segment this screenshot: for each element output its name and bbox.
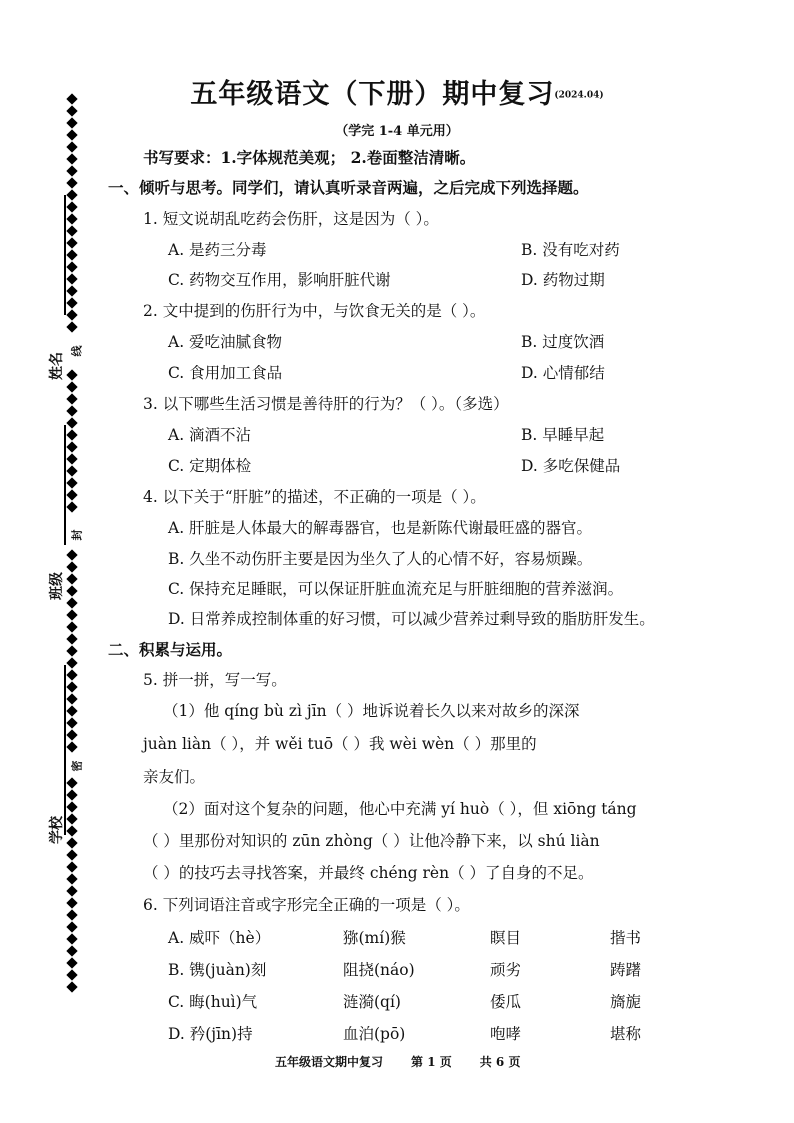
footer-total: 共 6 页 — [479, 1055, 521, 1069]
q2-option-c: C. 食用加工食品 — [168, 364, 283, 382]
diamond-mark — [66, 621, 77, 632]
q5-line-5: （ ）里那份对知识的 zūn zhòng（ ）让他冷静下来，以 shú liàn — [143, 832, 600, 850]
diamond-mark — [66, 657, 77, 668]
q3-option-d: D. 多吃保健品 — [521, 457, 621, 475]
diamond-mark — [66, 501, 77, 512]
q6-a-4: 揩书 — [610, 929, 642, 947]
q2-option-d: D. 心情郁结 — [521, 364, 605, 382]
diamond-mark — [66, 969, 77, 980]
cut-seal-label: 封 — [70, 529, 84, 541]
q6-d-4: 堪称 — [610, 1025, 642, 1043]
diamond-mark — [66, 849, 77, 860]
section1-heading: 一、倾听与思考。同学们，请认真听录音两遍，之后完成下列选择题。 — [108, 178, 589, 197]
diamond-mark — [66, 729, 77, 740]
q6-d-2: 血泊(pō) — [343, 1025, 406, 1043]
diamond-mark — [66, 429, 77, 440]
q6-a-1: A. 威吓（hè） — [168, 929, 271, 947]
q1-option-a: A. 是药三分毒 — [168, 241, 267, 259]
diamond-mark — [66, 597, 77, 608]
q4-option-d: D. 日常养成控制体重的好习惯，可以减少营养过剩导致的脂肪肝发生。 — [168, 610, 655, 628]
class-label: 班级 — [49, 572, 65, 600]
q4-option-c: C. 保持充足睡眠，可以保证肝脏血流充足与肝脏细胞的营养滋润。 — [168, 580, 624, 598]
diamond-mark — [66, 801, 77, 812]
cut-line-label: 线 — [70, 345, 84, 357]
q6-d-3: 咆哮 — [490, 1025, 522, 1043]
name-line — [64, 195, 66, 315]
diamond-mark — [66, 465, 77, 476]
diamond-mark — [66, 981, 77, 992]
diamond-mark — [66, 237, 77, 248]
diamond-mark — [66, 369, 77, 380]
diamond-mark — [66, 249, 77, 260]
diamond-mark — [66, 297, 77, 308]
q6-b-4: 踌躇 — [610, 961, 642, 979]
diamond-mark — [66, 213, 77, 224]
diamond-mark — [66, 609, 77, 620]
diamond-mark — [66, 885, 77, 896]
q6-a-2: 猕(mí)猴 — [343, 929, 406, 947]
q4-option-a: A. 肝脏是人体最大的解毒器官，也是新陈代谢最旺盛的器官。 — [168, 519, 593, 537]
diamond-mark — [66, 261, 77, 272]
diamond-mark — [66, 189, 77, 200]
q1-option-c: C. 药物交互作用，影响肝脏代谢 — [168, 271, 391, 289]
diamond-mark — [66, 201, 77, 212]
diamond-mark — [66, 273, 77, 284]
diamond-mark — [66, 909, 77, 920]
q2-option-b: B. 过度饮酒 — [521, 333, 605, 351]
q6-c-1: C. 晦(huì)气 — [168, 993, 258, 1011]
title-date: (2024.04) — [554, 90, 604, 101]
diamond-mark — [66, 825, 77, 836]
page-title — [0, 72, 794, 111]
footer-page: 第 1 页 — [411, 1055, 452, 1069]
cut-secret-label: 密 — [70, 760, 84, 772]
diamond-mark — [66, 141, 77, 152]
diamond-mark — [66, 693, 77, 704]
q1-option-b: B. 没有吃对药 — [521, 241, 620, 259]
diamond-mark — [66, 417, 77, 428]
diamond-mark — [66, 813, 77, 824]
q3-option-a: A. 滴酒不沾 — [168, 426, 252, 444]
diamond-mark — [66, 837, 77, 848]
diamond-mark — [66, 165, 77, 176]
q6-stem: 6. 下列词语注音或字形完全正确的一项是（ ）。 — [143, 896, 470, 914]
q5-line-6: （ ）的技巧去寻找答案，并最终 chéng rèn（ ）了自身的不足。 — [143, 864, 594, 882]
title-text: 五年级语文（下册）期中复习 — [190, 79, 555, 110]
q3-option-c: C. 定期体检 — [168, 457, 252, 475]
diamond-mark — [66, 873, 77, 884]
q6-d-1: D. 矜(jīn)持 — [168, 1025, 253, 1043]
q6-c-2: 涟漪(qí) — [343, 993, 401, 1011]
q1-option-d: D. 药物过期 — [521, 271, 605, 289]
diamond-mark — [66, 645, 77, 656]
diamond-mark — [66, 681, 77, 692]
diamond-mark — [66, 921, 77, 932]
diamond-mark — [66, 741, 77, 752]
writing-requirement: 书写要求：1.字体规范美观； 2.卷面整洁清晰。 — [143, 148, 476, 167]
q5-line-4: （2）面对这个复杂的问题，他心中充满 yí huò（ ），但 xiōng táng — [163, 800, 637, 818]
binding-margin — [0, 0, 100, 1123]
class-line — [64, 425, 66, 545]
q6-b-2: 阻挠(náo) — [343, 961, 415, 979]
diamond-mark — [66, 633, 77, 644]
diamond-mark — [66, 549, 77, 560]
diamond-mark — [66, 669, 77, 680]
diamond-mark — [66, 777, 77, 788]
diamond-mark — [66, 177, 77, 188]
diamond-mark — [66, 393, 77, 404]
q5-line-2: juàn liàn（ ），并 wěi tuō（ ）我 wèi wèn（ ）那里的 — [143, 735, 537, 753]
page-subtitle: （学完 1-4 单元用） — [335, 124, 459, 139]
q3-stem: 3. 以下哪些生活习惯是善待肝的行为？（ ）。（多选） — [143, 395, 509, 413]
page-footer — [275, 1053, 548, 1070]
diamond-mark — [66, 225, 77, 236]
diamond-mark — [66, 789, 77, 800]
q6-c-4: 旖旎 — [610, 993, 642, 1011]
q1-stem: 1. 短文说胡乱吃药会伤肝，这是因为（ ）。 — [143, 210, 439, 228]
q2-option-a: A. 爱吃油腻食物 — [168, 333, 283, 351]
diamond-mark — [66, 441, 77, 452]
school-label: 学校 — [49, 816, 65, 844]
diamond-mark — [66, 933, 77, 944]
diamond-mark — [66, 585, 77, 596]
q6-a-3: 瞑目 — [490, 929, 522, 947]
diamond-mark — [66, 705, 77, 716]
diamond-mark — [66, 945, 77, 956]
q5-line-3: 亲友们。 — [143, 768, 206, 786]
q4-stem: 4. 以下关于“肝脏”的描述，不正确的一项是（ ）。 — [143, 488, 486, 506]
diamond-mark — [66, 153, 77, 164]
q6-c-3: 倭瓜 — [490, 993, 522, 1011]
footer-course: 五年级语文期中复习 — [275, 1055, 384, 1069]
q4-option-b: B. 久坐不动伤肝主要是因为坐久了人的心情不好，容易烦躁。 — [168, 550, 593, 568]
diamond-mark — [66, 309, 77, 320]
diamond-mark — [66, 321, 77, 332]
diamond-mark — [66, 861, 77, 872]
section2-heading: 二、积累与运用。 — [108, 640, 233, 659]
q5-line-1: （1）他 qíng bù zì jīn（ ）地诉说着长久以来对故乡的深深 — [163, 702, 580, 720]
diamond-mark — [66, 717, 77, 728]
diamond-mark — [66, 957, 77, 968]
diamond-mark — [66, 561, 77, 572]
diamond-mark — [66, 453, 77, 464]
q3-option-b: B. 早睡早起 — [521, 426, 605, 444]
q6-b-1: B. 镌(juàn)刻 — [168, 961, 267, 979]
name-label: 姓名 — [49, 352, 65, 380]
q6-b-3: 顽劣 — [490, 961, 522, 979]
school-line — [64, 665, 66, 835]
diamond-mark — [66, 477, 77, 488]
diamond-mark — [66, 381, 77, 392]
q5-stem: 5. 拼一拼，写一写。 — [143, 671, 287, 689]
diamond-mark — [66, 897, 77, 908]
diamond-mark — [66, 405, 77, 416]
diamond-mark — [66, 285, 77, 296]
diamond-mark — [66, 573, 77, 584]
diamond-mark — [66, 489, 77, 500]
q2-stem: 2. 文中提到的伤肝行为中，与饮食无关的是（ ）。 — [143, 302, 486, 320]
